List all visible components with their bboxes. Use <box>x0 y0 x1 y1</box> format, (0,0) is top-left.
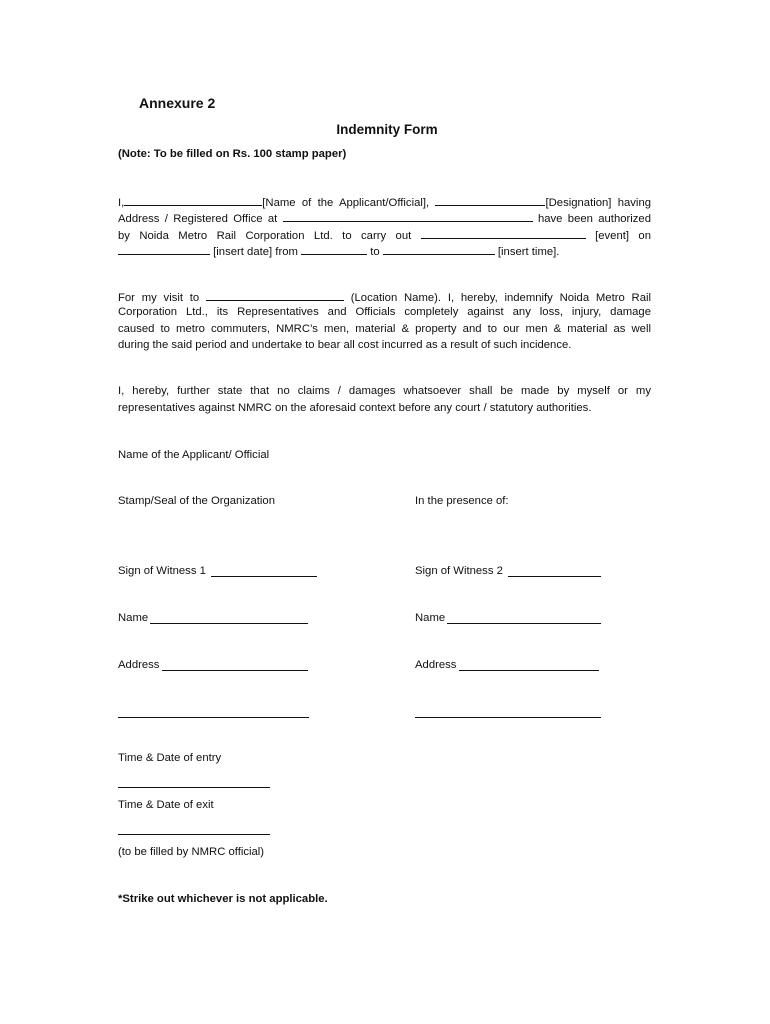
witness1-address-line[interactable] <box>162 670 308 671</box>
annexure-label: Annexure 2 <box>139 95 216 111</box>
witness1-sign-label: Sign of Witness 1 <box>118 565 206 577</box>
witness1-name-line[interactable] <box>150 623 308 624</box>
exit-line[interactable] <box>118 834 270 835</box>
in-presence-label: In the presence of: <box>415 495 509 507</box>
witness1-sign-line[interactable] <box>211 576 317 577</box>
para1-text: have been authorized <box>537 213 652 225</box>
witness2-sign-label: Sign of Witness 2 <box>415 565 503 577</box>
para3-line1: I, hereby, further state that no claims / damages whatsoever shall be made by myself or my <box>118 385 651 397</box>
witness1-name-label: Name <box>118 612 149 624</box>
para2-line4: during the said period and undertake to bear all cost incurred as a result of such incidence. <box>118 339 572 351</box>
stamp-paper-note: (Note: To be filled on Rs. 100 stamp paper) <box>118 148 347 160</box>
para2-text: For my visit to <box>118 292 200 304</box>
witness2-address-line[interactable] <box>459 670 599 671</box>
date-blank[interactable] <box>118 242 210 255</box>
para2-line3: caused to metro commuters, NMRC’s men, material & property and to our men & material as well <box>118 323 651 335</box>
para2-line2: Corporation Ltd., its Representatives and Officials completely against any loss, injury, damage <box>118 306 651 318</box>
para1-text: by Noida Metro Rail Corporation Ltd. to carry out <box>118 230 412 242</box>
witness2-address-label: Address <box>415 659 457 671</box>
para1-line2 <box>118 209 651 228</box>
designation-blank[interactable] <box>435 193 545 206</box>
form-title: Indemnity Form <box>336 122 438 137</box>
witness2-sign-line[interactable] <box>508 576 601 577</box>
exit-label: Time & Date of exit <box>118 799 214 811</box>
para1-line4 <box>118 242 559 261</box>
event-blank[interactable] <box>421 226 586 239</box>
para1-text: [Name of the Applicant/Official], <box>262 197 430 209</box>
para2-text: (Location Name). I, hereby, indemnify Noida Metro Rail <box>350 292 652 304</box>
nmrc-note: (to be filled by NMRC official) <box>118 846 265 858</box>
para3-line2: representatives against NMRC on the aforesaid context before any court / statutory authorities. <box>118 402 592 414</box>
stamp-seal-label: Stamp/Seal of the Organization <box>118 495 275 507</box>
entry-label: Time & Date of entry <box>118 752 222 764</box>
para1-text: [insert time]. <box>497 246 560 258</box>
location-blank[interactable] <box>206 288 344 301</box>
strike-note: *Strike out whichever is not applicable. <box>118 893 328 905</box>
para1-text: [insert date] from <box>213 246 298 258</box>
to-time-blank[interactable] <box>383 242 495 255</box>
para1-text: I, <box>118 197 125 209</box>
para1-text: [Designation] having <box>545 197 652 209</box>
address-blank[interactable] <box>283 209 533 222</box>
para1-text: to <box>370 246 380 258</box>
applicant-name-blank[interactable] <box>124 193 262 206</box>
witness1-address-label: Address <box>118 659 160 671</box>
para1-text: Address / Registered Office at <box>118 213 278 225</box>
witness2-extra-line[interactable] <box>415 717 601 718</box>
applicant-name-label: Name of the Applicant/ Official <box>118 449 270 461</box>
entry-line[interactable] <box>118 787 270 788</box>
para1-text: [event] on <box>595 230 651 242</box>
from-time-blank[interactable] <box>301 242 367 255</box>
witness2-name-line[interactable] <box>447 623 601 624</box>
witness2-name-label: Name <box>415 612 446 624</box>
witness1-extra-line[interactable] <box>118 717 309 718</box>
